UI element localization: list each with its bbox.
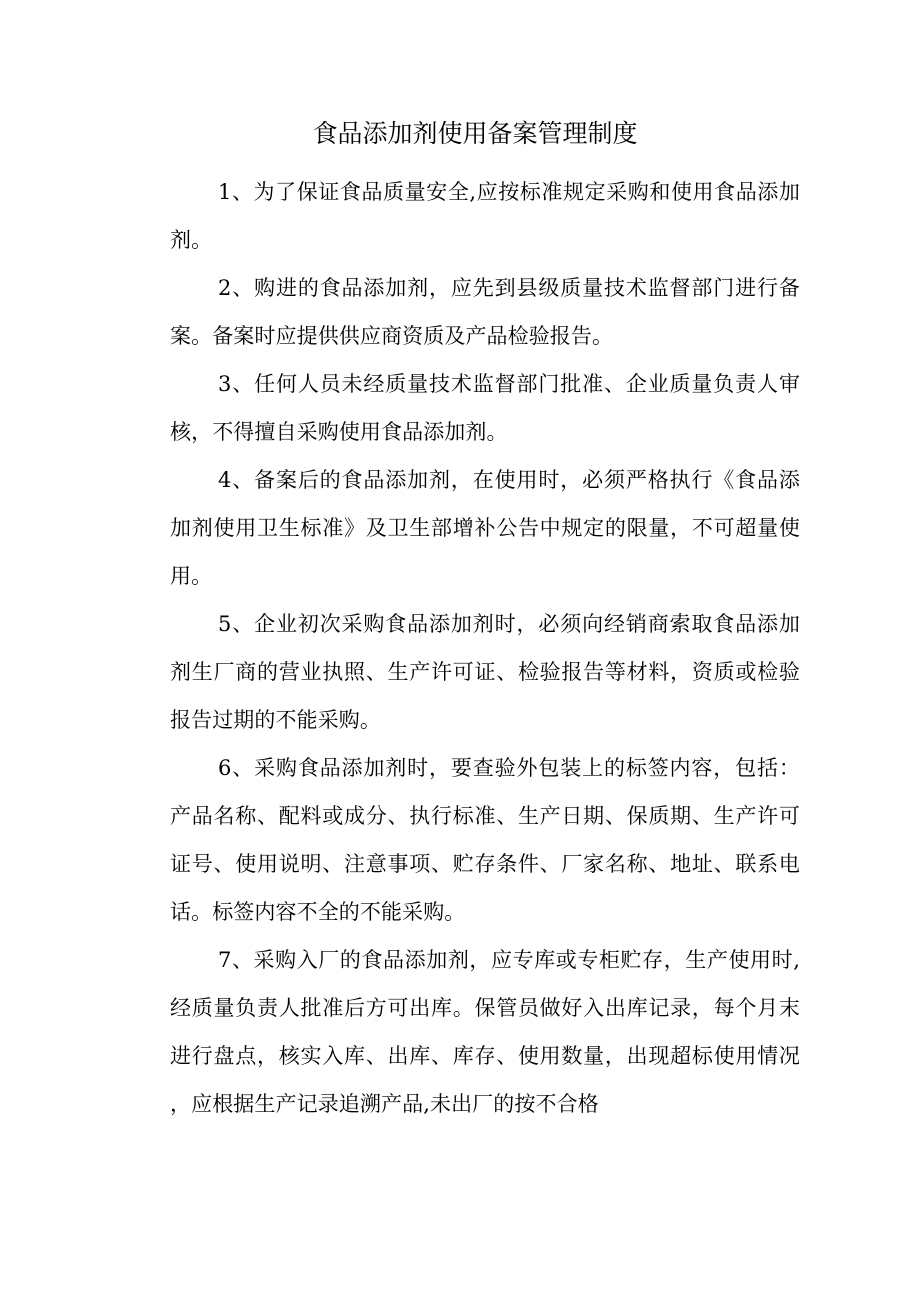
paragraph-5: 5、企业初次采购食品添加剂时，必须向经销商索取食品添加剂生厂商的营业执照、生产许可证、检验报告等材料，资质或检验报告过期的不能采购。 [170,612,800,732]
paragraph-3: 3、任何人员未经质量技术监督部门批准、企业质量负责人审核，不得擅自采购使用食品添加剂。 [170,372,800,444]
document-title: 食品添加剂使用备案管理制度 [312,119,638,148]
document-body [170,168,800,1128]
paragraph-7: 7、采购入厂的食品添加剂，应专库或专柜贮存，生产使用时,经质量负责人批准后方可出库。保管员做好入出库记录，每个月末进行盘点，核实入库、出库、库存、使用数量，出现超标使用情况，应根据生产记录追溯产品,未出厂的按不合格 [170,948,800,1116]
paragraph-4: 4、备案后的食品添加剂，在使用时，必须严格执行《食品添加剂使用卫生标准》及卫生部增补公告中规定的限量，不可超量使用。 [170,468,800,588]
paragraph-1: 1、为了保证食品质量安全,应按标准规定采购和使用食品添加剂。 [170,180,800,252]
paragraph-6: 6、采购食品添加剂时，要查验外包装上的标签内容，包括：产品名称、配料或成分、执行标准、生产日期、保质期、生产许可证号、使用说明、注意事项、贮存条件、厂家名称、地址、联系电话。标签内容不全的不能采购。 [170,756,800,924]
paragraph-2: 2、购进的食品添加剂，应先到县级质量技术监督部门进行备案。备案时应提供供应商资质及产品检验报告。 [170,276,800,348]
